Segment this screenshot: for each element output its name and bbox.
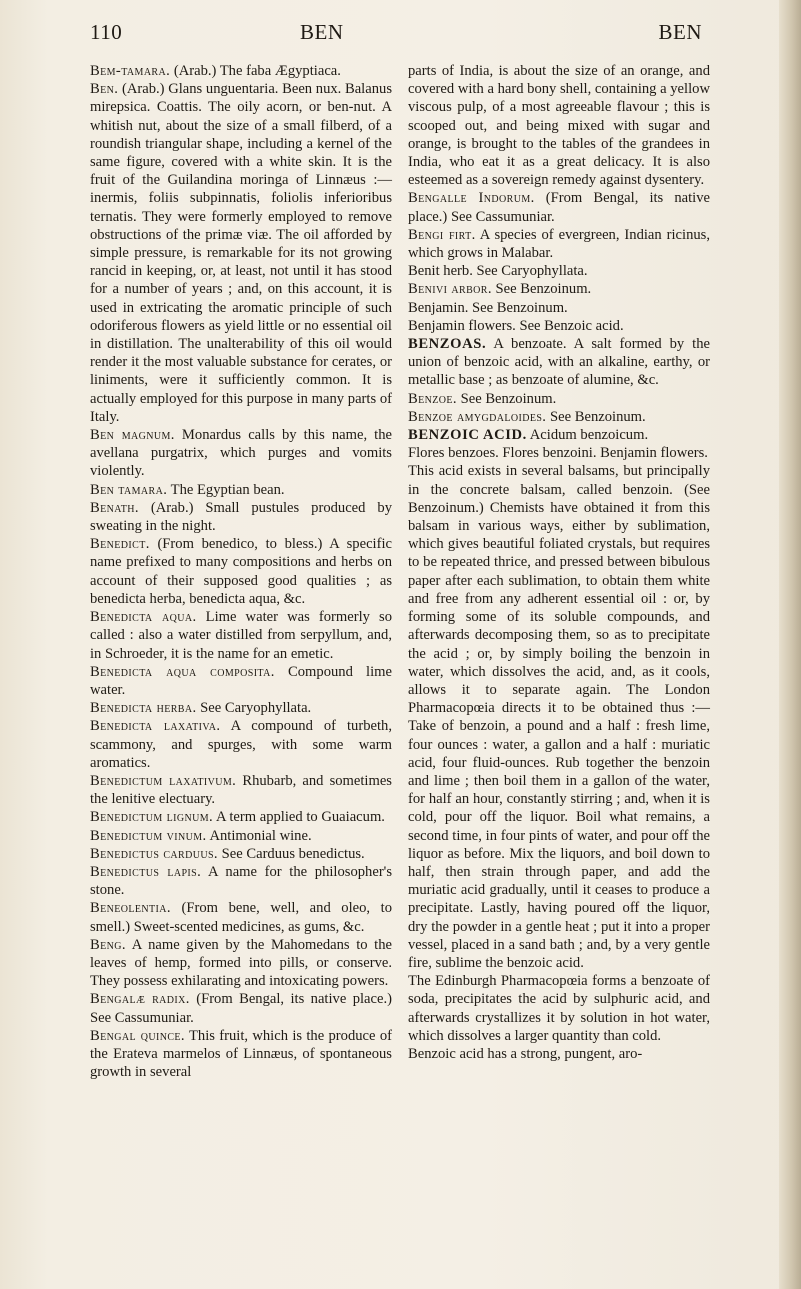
entry-body: Monardus calls by this name, the avellana purgatrix, which purges and vomits violently. — [90, 427, 392, 480]
entry-body: This acid exists in several balsams, but principally in the concrete balsam, called benzoin. (See Benzoinum.) Chemists have obtained it from this balsam in various ways, either by sublimation, which gives beautiful foliated crystals, but requires to be repeated thrice, and pressed between bibulous paper after each sublimation, to obtain them white and free from any adherent essential oil : or, by forming some of its soluble compounds, and afterwards decomposing them, so as to precipitate the acid ; or, by simply boiling the benzoin in water, which dissolves the acid, and, as it cools, allows it to separate again. The London Pharmacopœia directs it to be obtained thus :—Take of benzoin, a pound and a half : fresh lime, four ounces : water, a gallon and a half : muriatic acid, four fluid-ounces. Rub together the benzoin and lime ; then boil them in a gallon of the water, for half an hour, constantly stirring ; and, when it is cold, pour off the liquor. Boil what remains, a second time, in four pints of water, and pour off the liquor as before. Mix the liquors, and boil down to half, then strain through paper, and add the muriatic acid gradually, until it ceases to produce a precipitate. Lastly, having poured off the liquor, dry the powder in a gentle heat ; put it into a proper vessel, placed in a sand bath ; and, by a very gentle fire, sublime the benzoic acid. — [408, 463, 710, 971]
entry-body: The Egyptian bean. — [167, 481, 285, 498]
entry-headword: Benedicta herba. — [90, 700, 197, 717]
entry-body: (Arab.) Small pustules produced by sweating in the night. — [90, 499, 392, 535]
entry-headword: Benedictus lapis. — [90, 863, 202, 880]
entry-headword: Bengal quince. — [90, 1027, 185, 1044]
dictionary-entry — [408, 317, 710, 335]
page-number: 110 — [90, 20, 123, 44]
entry-headword: BENZOAS. — [408, 336, 487, 353]
entry-body: See Benzoinum. — [456, 390, 557, 407]
right-column — [408, 62, 710, 1063]
entry-body: Rhubarb, and sometimes the lenitive electuary. — [90, 772, 392, 808]
dictionary-entry — [90, 80, 392, 426]
entry-headword: Benedictum lignum. — [90, 809, 214, 826]
entry-headword: Beng. — [90, 936, 126, 953]
entry-headword: Bengalæ radix. — [90, 991, 190, 1008]
dictionary-entry — [90, 499, 392, 535]
entry-body: A name given by the Mahomedans to the leaves of hemp, formed into pills, or conserve. They possess exhilarating and intoxicating powers. — [90, 936, 392, 990]
dictionary-entry — [408, 226, 710, 262]
entry-body: See Benzoinum. — [546, 408, 646, 425]
entry-body: (From benedico, to bless.) A specific name prefixed to many compositions and herbs on account of their supposed good qualities ; as benedicta herba, benedicta aqua, &c. — [90, 536, 392, 607]
dictionary-entry — [90, 62, 392, 80]
entry-body: Benjamin. See Benzoinum. — [408, 299, 568, 316]
entry-body: (Arab.) The faba Ægyptiaca. — [170, 63, 341, 79]
entry-headword: Benedictum laxativum. — [90, 772, 237, 789]
entry-body: A term applied to Guaiacum. — [213, 809, 385, 826]
dictionary-entry — [90, 426, 392, 481]
entry-body: Benit herb. See Caryophyllata. — [408, 263, 588, 280]
entry-body: (From Bengal, its native place.) See Cassumuniar. — [408, 190, 710, 225]
dictionary-entry — [408, 62, 710, 189]
dictionary-entry — [90, 827, 392, 845]
entry-body: The Edinburgh Pharmacopœia forms a benzoate of soda, precipitates the acid by sulphuric acid, and afterwards crystallizes it by solution in hot water, which dissolves a larger quantity than cold. — [408, 973, 710, 1044]
entry-headword: Benedict. — [90, 536, 150, 553]
left-column — [90, 62, 392, 1081]
entry-body: See Benzoinum. — [491, 281, 592, 298]
entry-headword: Benedictus carduus. — [90, 845, 218, 862]
entry-body: Benzoic acid has a strong, pungent, aro- — [408, 1045, 643, 1062]
entry-body: A species of evergreen, Indian ricinus, which grows in Malabar. — [408, 226, 710, 262]
dictionary-entry — [90, 808, 392, 826]
dictionary-entry — [90, 717, 392, 772]
dictionary-entry — [408, 426, 710, 444]
entry-headword: Ben. — [90, 81, 119, 98]
dictionary-entry — [408, 444, 710, 462]
dictionary-entry — [408, 390, 710, 408]
dictionary-entry — [408, 972, 710, 1045]
entry-body: (From bene, well, and oleo, to smell.) Sweet-scented medicines, as gums, &c. — [90, 900, 392, 935]
dictionary-entry — [90, 936, 392, 991]
entry-headword: Benedicta laxativa. — [90, 718, 221, 735]
dictionary-entry — [90, 772, 392, 808]
entry-headword: Benzoe amygdaloides. — [408, 408, 547, 425]
entry-body: Antimonial wine. — [206, 827, 312, 844]
entry-body: See Carduus benedictus. — [217, 845, 365, 862]
entry-body: A benzoate. A salt formed by the union of benzoic acid, with an alkaline, earthy, or metallic base ; as benzoate of alumine, &c. — [408, 336, 710, 389]
entry-headword: Benedictum vinum. — [90, 827, 207, 844]
entry-headword: Benzoe. — [408, 390, 457, 407]
entry-body: This fruit, which is the produce of the Erateva marmelos of Linnæus, of spontaneous growth in several — [90, 1027, 392, 1081]
dictionary-entry — [408, 1045, 710, 1063]
entry-headword: Beneolentia. — [90, 900, 171, 917]
dictionary-entry — [408, 189, 710, 225]
dictionary-entry — [408, 280, 710, 298]
dictionary-entry — [90, 990, 392, 1026]
left-running-head: BEN — [300, 20, 344, 44]
entry-body: A compound of turbeth, scammony, and spurges, with some warm aromatics. — [90, 718, 392, 771]
entry-body: parts of India, is about the size of an orange, and covered with a hard bony shell, containing a yellow viscous pulp, of a most agreeable flavour ; this is scooped out, and being mixed with sugar and orange, is brought to the tables of the grandees in India, who eat it as a great delicacy. It is also esteemed as a sovereign remedy against dysentery. — [408, 63, 710, 189]
entry-headword: Bengalle Indorum. — [408, 190, 535, 207]
entry-headword: Benivi arbor. — [408, 281, 492, 298]
dictionary-entry — [90, 699, 392, 717]
entry-body: See Caryophyllata. — [196, 700, 312, 717]
dictionary-entry — [408, 408, 710, 426]
dictionary-entry — [90, 845, 392, 863]
entry-headword: Ben magnum. — [90, 427, 175, 444]
dictionary-entry — [408, 335, 710, 390]
running-header — [90, 20, 702, 50]
entry-headword: Bem-tamara. — [90, 63, 171, 79]
entry-headword: Ben tamara. — [90, 481, 168, 498]
dictionary-entry — [90, 608, 392, 663]
entry-body: Lime water was formerly so called : also a water distilled from serpyllum, and, in Schroeder, it is the name for an emetic. — [90, 609, 392, 662]
entry-body: Benjamin flowers. See Benzoic acid. — [408, 317, 624, 334]
dictionary-entry — [408, 462, 710, 972]
dictionary-entry — [90, 481, 392, 499]
entry-body: (From Bengal, its native place.) See Cassumuniar. — [90, 991, 393, 1026]
entry-body: (Arab.) Glans unguentaria. Been nux. Balanus mirepsica. Coattis. The oily acorn, or ben-nut. A whitish nut, about the size of a small filberd, of a roundish triangular shape, including a kernel of the same figure, covered with a white skin. It is the fruit of the Guilandina moringa of Linnæus :—inermis, foliis subpinnatis, foliolis inferioribus ternatis. They were formerly employed to remove obstructions of the primæ viæ. The oil afforded by simple pressure, is remarkable for its not growing rancid in keeping, or, at least, not until it has stood for a number of years ; and, on this account, it is used in extricating the aromatic principle of such odoriferous flowers as yield little or no essential oil in distillation. The unalterability of this oil would render it the most valuable substance for cerates, or liniments, were it sufficiently common. It is actually employed for this purpose in many parts of Italy. — [90, 81, 392, 425]
entry-body: Acidum benzoicum. — [526, 427, 649, 444]
dictionary-entry — [90, 899, 392, 935]
dictionary-entry — [408, 262, 710, 280]
dictionary-entry — [408, 299, 710, 317]
entry-body: A name for the philosopher's stone. — [90, 863, 392, 899]
page-edge — [779, 0, 801, 1289]
entry-body: Flores benzoes. Flores benzoini. Benjamin flowers. — [408, 445, 708, 462]
entry-headword: Benedicta aqua. — [90, 609, 197, 626]
dictionary-entry — [90, 863, 392, 899]
entry-headword: Bengi firt. — [408, 226, 476, 243]
right-running-head: BEN — [658, 20, 702, 44]
entry-body: Compound lime water. — [90, 663, 393, 698]
entry-headword: Benath. — [90, 499, 139, 516]
entry-headword: BENZOIC ACID. — [408, 427, 527, 444]
entry-headword: Benedicta aqua composita. — [90, 663, 275, 680]
dictionary-entry — [90, 1027, 392, 1082]
dictionary-entry — [90, 663, 392, 699]
dictionary-entry — [90, 535, 392, 608]
